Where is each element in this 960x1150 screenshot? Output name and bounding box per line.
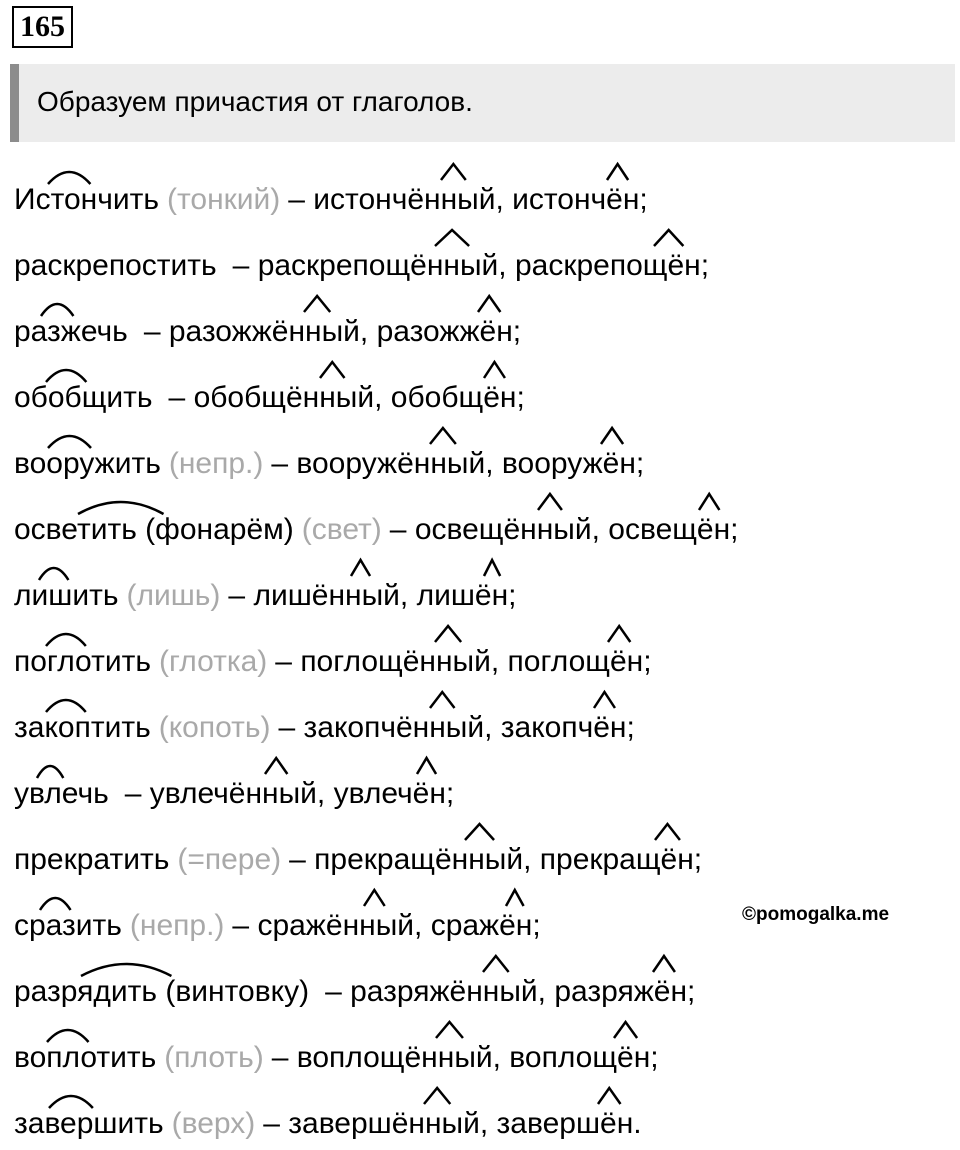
verb: осветить (фонарём) (14, 504, 294, 556)
verb: завершить (14, 1098, 164, 1150)
verb: прекратить (14, 843, 170, 876)
verb: закоптить (14, 702, 151, 754)
verb: раскрепостить (14, 249, 217, 282)
answer-line (14, 160, 954, 226)
suffix-mark-icon (263, 754, 289, 776)
suffix-mark-icon (476, 292, 502, 314)
answer-line (14, 358, 954, 424)
participles: – завершённый, завершён. (263, 1098, 641, 1150)
suffix-mark-icon (612, 1018, 639, 1040)
suffix-mark-icon (439, 160, 468, 182)
participles: – увлечённый, увлечён; (125, 768, 455, 820)
suffix-mark-icon (415, 754, 438, 776)
participles: – вооружённый, вооружён; (271, 438, 644, 490)
suffix-mark-icon (433, 226, 471, 248)
hint: (плоть) (164, 1041, 264, 1074)
root-arc-icon (37, 560, 70, 582)
suffix-mark-icon (606, 622, 632, 644)
exercise-number: 165 (12, 6, 73, 48)
answer-line (14, 1018, 954, 1084)
suffix-mark-icon (651, 952, 677, 974)
participles: – разожжённый, разожжён; (144, 306, 521, 358)
verb: воплотить (14, 1032, 156, 1084)
verb: разрядить (винтовку) (14, 966, 309, 1018)
suffix-mark-icon (596, 1084, 622, 1106)
root-arc-icon (45, 1022, 91, 1044)
answer-line (14, 754, 954, 820)
suffix-mark-icon (482, 358, 507, 380)
watermark: ©pomogalka.me (742, 904, 890, 925)
hint: (свет) (301, 513, 382, 546)
verb: увлечь (14, 768, 109, 820)
suffix-mark-icon (428, 424, 458, 446)
root-arc-icon (39, 296, 75, 318)
suffix-mark-icon (482, 556, 502, 578)
hint: (непр.) (168, 447, 264, 480)
answer-lines (14, 160, 954, 1150)
hint: (непр.) (129, 909, 225, 942)
suffix-mark-icon (481, 952, 511, 974)
answer-line (14, 226, 954, 292)
answer-line (14, 556, 954, 622)
suffix-mark-icon (653, 820, 682, 842)
hint: (тонкий) (166, 183, 281, 216)
participles: – закопчённый, закопчён; (278, 702, 634, 754)
participles: – раскрепощённый, раскрепощён; (233, 240, 709, 292)
suffix-mark-icon (362, 886, 387, 908)
verb: сразить (14, 900, 122, 952)
answer-line (14, 1084, 954, 1150)
root-arc-icon (47, 1088, 95, 1110)
verb: поглотить (14, 636, 151, 688)
verb: лишить (14, 570, 118, 622)
answer-line (14, 490, 954, 556)
hint: (лишь) (126, 579, 221, 612)
hint: (верх) (171, 1107, 256, 1140)
hint: (глотка) (158, 645, 268, 678)
root-arc-icon (35, 758, 65, 780)
root-arc-icon (79, 956, 173, 978)
participles: – лишённый, лишён; (228, 570, 516, 622)
answer-line (14, 292, 954, 358)
root-arc-icon (46, 428, 93, 450)
answer-line (14, 622, 954, 688)
participles: – поглощённый, поглощён; (275, 636, 651, 688)
participles: – прекращённый, прекращён; (289, 834, 702, 886)
suffix-mark-icon (504, 886, 526, 908)
root-arc-icon (76, 494, 166, 516)
verb: Истончить (14, 174, 159, 226)
suffix-mark-icon (652, 226, 685, 248)
participles: – разряжённый, разряжён; (325, 966, 695, 1018)
suffix-mark-icon (434, 1018, 465, 1040)
suffix-mark-icon (463, 820, 496, 842)
answer-line (14, 424, 954, 490)
participles: – истончённый, истончён; (288, 174, 648, 226)
root-arc-icon (44, 626, 88, 648)
participles: – сражённый, сражён; (232, 900, 540, 952)
root-arc-icon (46, 164, 92, 186)
participles: – освещённый, освещён; (390, 504, 739, 556)
verb: вооружить (14, 438, 161, 490)
root-arc-icon (44, 692, 88, 714)
suffix-mark-icon (302, 292, 332, 314)
participles: – воплощённый, воплощён; (272, 1032, 659, 1084)
answer-line (14, 688, 954, 754)
suffix-mark-icon (697, 490, 721, 512)
task-text: Образуем причастия от глаголов. (37, 86, 473, 117)
root-arc-icon (38, 890, 73, 912)
root-arc-icon (44, 362, 88, 384)
suffix-mark-icon (536, 490, 564, 512)
verb: разжечь (14, 306, 128, 358)
answer-line (14, 952, 954, 1018)
suffix-mark-icon (605, 160, 630, 182)
participles: – обобщённый, обобщён; (169, 372, 525, 424)
hint: (=пере) (177, 843, 282, 876)
suffix-mark-icon (318, 358, 347, 380)
answer-line (14, 820, 954, 886)
task-banner (10, 64, 955, 142)
suffix-mark-icon (428, 688, 457, 710)
verb: обобщить (14, 372, 153, 424)
suffix-mark-icon (422, 1084, 452, 1106)
hint: (копоть) (158, 711, 271, 744)
suffix-mark-icon (599, 424, 625, 446)
suffix-mark-icon (592, 688, 617, 710)
suffix-mark-icon (349, 556, 372, 578)
suffix-mark-icon (433, 622, 463, 644)
